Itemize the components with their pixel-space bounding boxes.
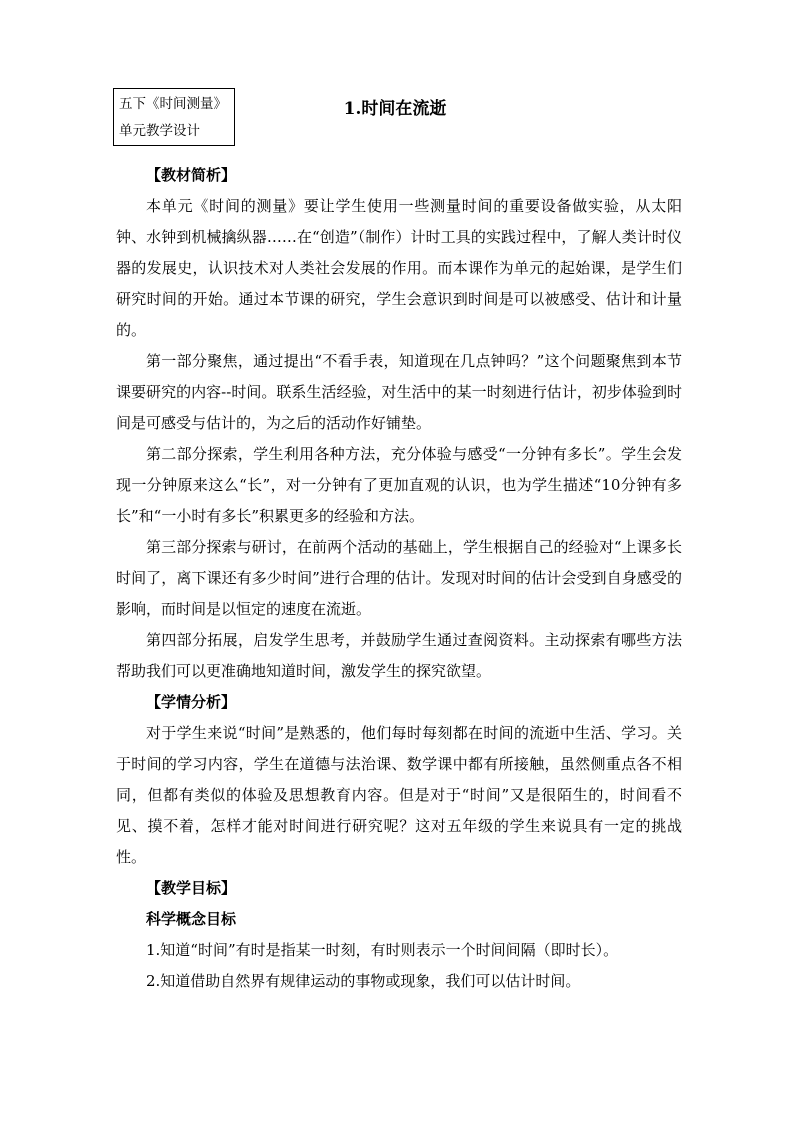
unit-label-line-1: 五下《时间测量》 bbox=[119, 96, 227, 112]
paragraph: 对于学生来说“时间”是熟悉的，他们每时每刻都在时间的流逝中生活、学习。关于时间的学习内容，学生在道德与法治课、数学课中都有所接触，虽然侧重点各不相同，但都有类似的体验及思想教育内容。但是对于“时间”又是很陌生的，时间看不见、摸不着，怎样才能对时间进行研究呢？这对五年级的学生来说具有一定的挑战性。 bbox=[116, 724, 682, 866]
goal-item: 2.知道借助自然界有规律运动的事物或现象，我们可以估计时间。 bbox=[146, 972, 581, 990]
paragraph: 本单元《时间的测量》要让学生使用一些测量时间的重要设备做实验，从太阳钟、水钟到机械擒纵器……在“创造”（制作）计时工具的实践过程中，了解人类计时仪器的发展史，认识技术对人类社会发展的作用。而本课作为单元的起始课，是学生们研究时间的开始。通过本节课的研究，学生会意识到时间是可以被感受、估计和计量的。 bbox=[116, 197, 682, 339]
paragraph: 第一部分聚焦，通过提出“不看手表，知道现在几点钟吗？”这个问题聚焦到本节课要研究的内容--时间。联系生活经验，对生活中的某一时刻进行估计，初步体验到时间是可感受与估计的，为之后的活动作好铺垫。 bbox=[116, 352, 682, 432]
goal-item: 1.知道“时间”有时是指某一时刻，有时则表示一个时间间隔（即时长）。 bbox=[146, 941, 619, 959]
page-title: 1.时间在流逝 bbox=[343, 99, 447, 119]
paragraph: 第三部分探索与研讨，在前两个活动的基础上，学生根据自己的经验对“上课多长时间了，离下课还有多少时间”进行合理的估计。发现对时间的估计会受到自身感受的影响，而时间是以恒定的速度在流逝。 bbox=[116, 538, 682, 618]
unit-label-box bbox=[113, 88, 235, 146]
paragraph: 第四部分拓展，启发学生思考，并鼓励学生通过查阅资料。主动探索有哪些方法帮助我们可以更准确地知道时间，激发学生的探究欲望。 bbox=[116, 631, 682, 680]
section-heading-learners: 【学情分析】 bbox=[146, 693, 237, 711]
section-heading-goals: 【教学目标】 bbox=[146, 879, 237, 897]
unit-label-line-2: 单元教学设计 bbox=[119, 123, 200, 139]
document-body bbox=[116, 160, 682, 997]
subheading-science-concept: 科学概念目标 bbox=[146, 910, 237, 928]
section-heading-textbook: 【教材简析】 bbox=[146, 166, 237, 184]
paragraph: 第二部分探索，学生利用各种方法，充分体验与感受“一分钟有多长”。学生会发现一分钟原来这么“长”，对一分钟有了更加直观的认识，也为学生描述“10分钟有多长”和“一小时有多长”积累更多的经验和方法。 bbox=[116, 445, 682, 525]
